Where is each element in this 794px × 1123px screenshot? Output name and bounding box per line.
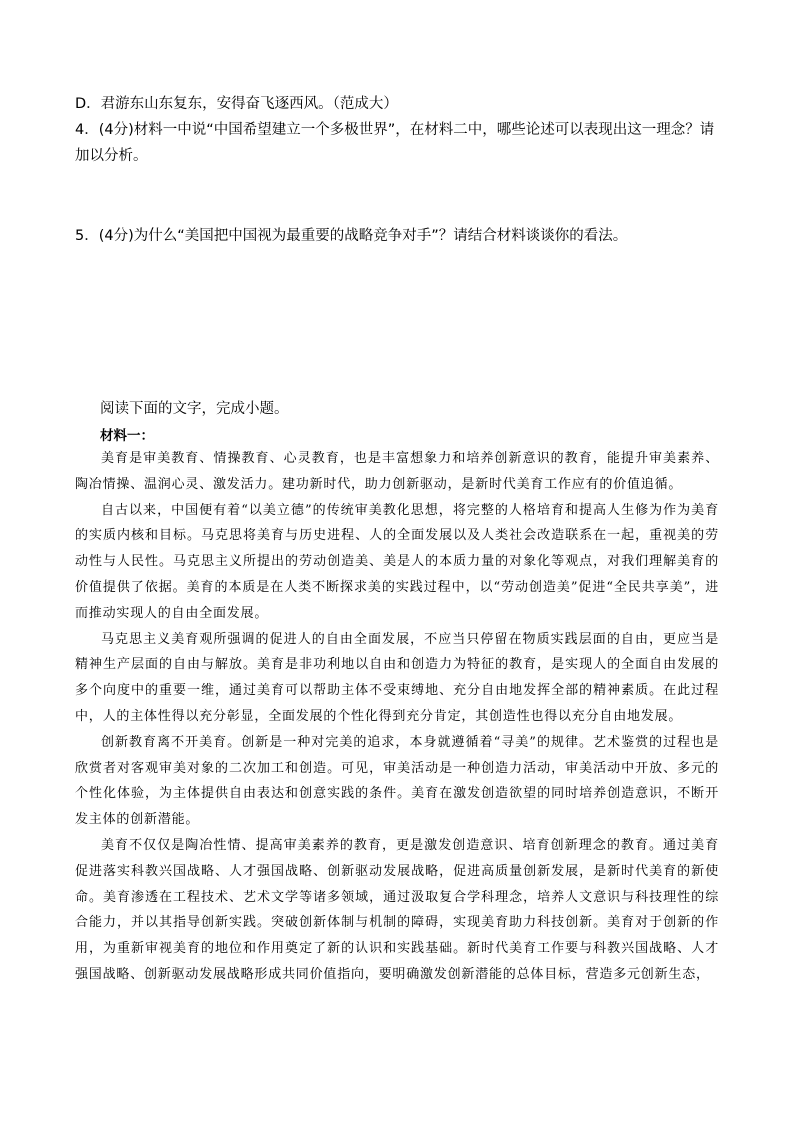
reading-instruction: 阅读下面的文字，完成小题。: [100, 401, 289, 417]
material-one-title: 材料一：: [100, 428, 154, 444]
material-paragraph-1: 美育是审美教育、情操教育、心灵教育，也是丰富想象力和培养创新意识的教育，能提升审美素养、陶冶情操、温润心灵、激发活力。建功新时代，助力创新驱动，是新时代美育工作应有的价值追循。: [75, 451, 719, 492]
material-paragraph-5: 美育不仅仅是陶冶性情、提高审美素养的教育，更是激发创造意识、培育创新理念的教育。通过美育促进落实科教兴国战略、人才强国战略、创新驱动发展战略，促进高质量创新发展，是新时代美育的新使命。美育渗透在工程技术、艺术文学等诸多领域，通过汲取复合学科理念，培养人文意识与科技理性的综合能力，并以其指导创新实践。突破创新体制与机制的障碍，实现美育助力科技创新。美育对于创新的作用，为重新审视美育的地位和作用奠定了新的认识和实践基础。新时代美育工作要与科教兴国战略、人才强国战略、创新驱动发展战略形成共同价值指向，要明确激发创新潜能的总体目标，营造多元创新生态，: [75, 837, 719, 982]
answer-option-d: D．君游东山东复东，安得奋飞逐西风。（范成大）: [75, 96, 398, 112]
material-paragraph-2: 自古以来，中国便有着“以美立德”的传统审美教化思想，将完整的人格培育和提高人生修为作为美育的实质内核和目标。马克思将美育与历史进程、人的全面发展以及人类社会改造联系在一起，重视美的劳动性与人民性。马克思主义所提出的劳动创造美、美是人的本质力量的对象化等观点，对我们理解美育的价值提供了依据。美育的本质是在人类不断探求美的实践过程中，以“劳动创造美”促进“全民共享美”，进而推动实现人的自由全面发展。: [75, 502, 719, 621]
question-5: 5．(4分)为什么“美国把中国视为最重要的战略竞争对手”？请结合材料谈谈你的看法。: [75, 228, 628, 244]
question-4: 4．(4分)材料一中说“中国希望建立一个多极世界”，在材料二中，哪些论述可以表现出这一理念？请加以分析。: [75, 122, 715, 164]
material-paragraph-4: 创新教育离不开美育。创新是一种对完美的追求，本身就遵循着“寻美”的规律。艺术鉴赏的过程也是欣赏者对客观审美对象的二次加工和创造。可见，审美活动是一种创造力活动，审美活动中开放、多元的个性化体验，为主体提供自由表达和创意实践的条件。美育在激发创造欲望的同时培养创造意识，不断开发主体的创新潜能。: [75, 734, 719, 828]
material-one-text: [75, 446, 719, 988]
material-paragraph-3: 马克思主义美育观所强调的促进人的自由全面发展，不应当只停留在物质实践层面的自由，更应当是精神生产层面的自由与解放。美育是非功利地以自由和创造力为特征的教育，是实现人的全面自由发展的多个向度中的重要一维，通过美育可以帮助主体不受束缚地、充分自由地发挥全部的精神素质。在此过程中，人的主体性得以充分彰显，全面发展的个性化得到充分肯定，其创造性也得以充分自由地发展。: [75, 631, 719, 724]
